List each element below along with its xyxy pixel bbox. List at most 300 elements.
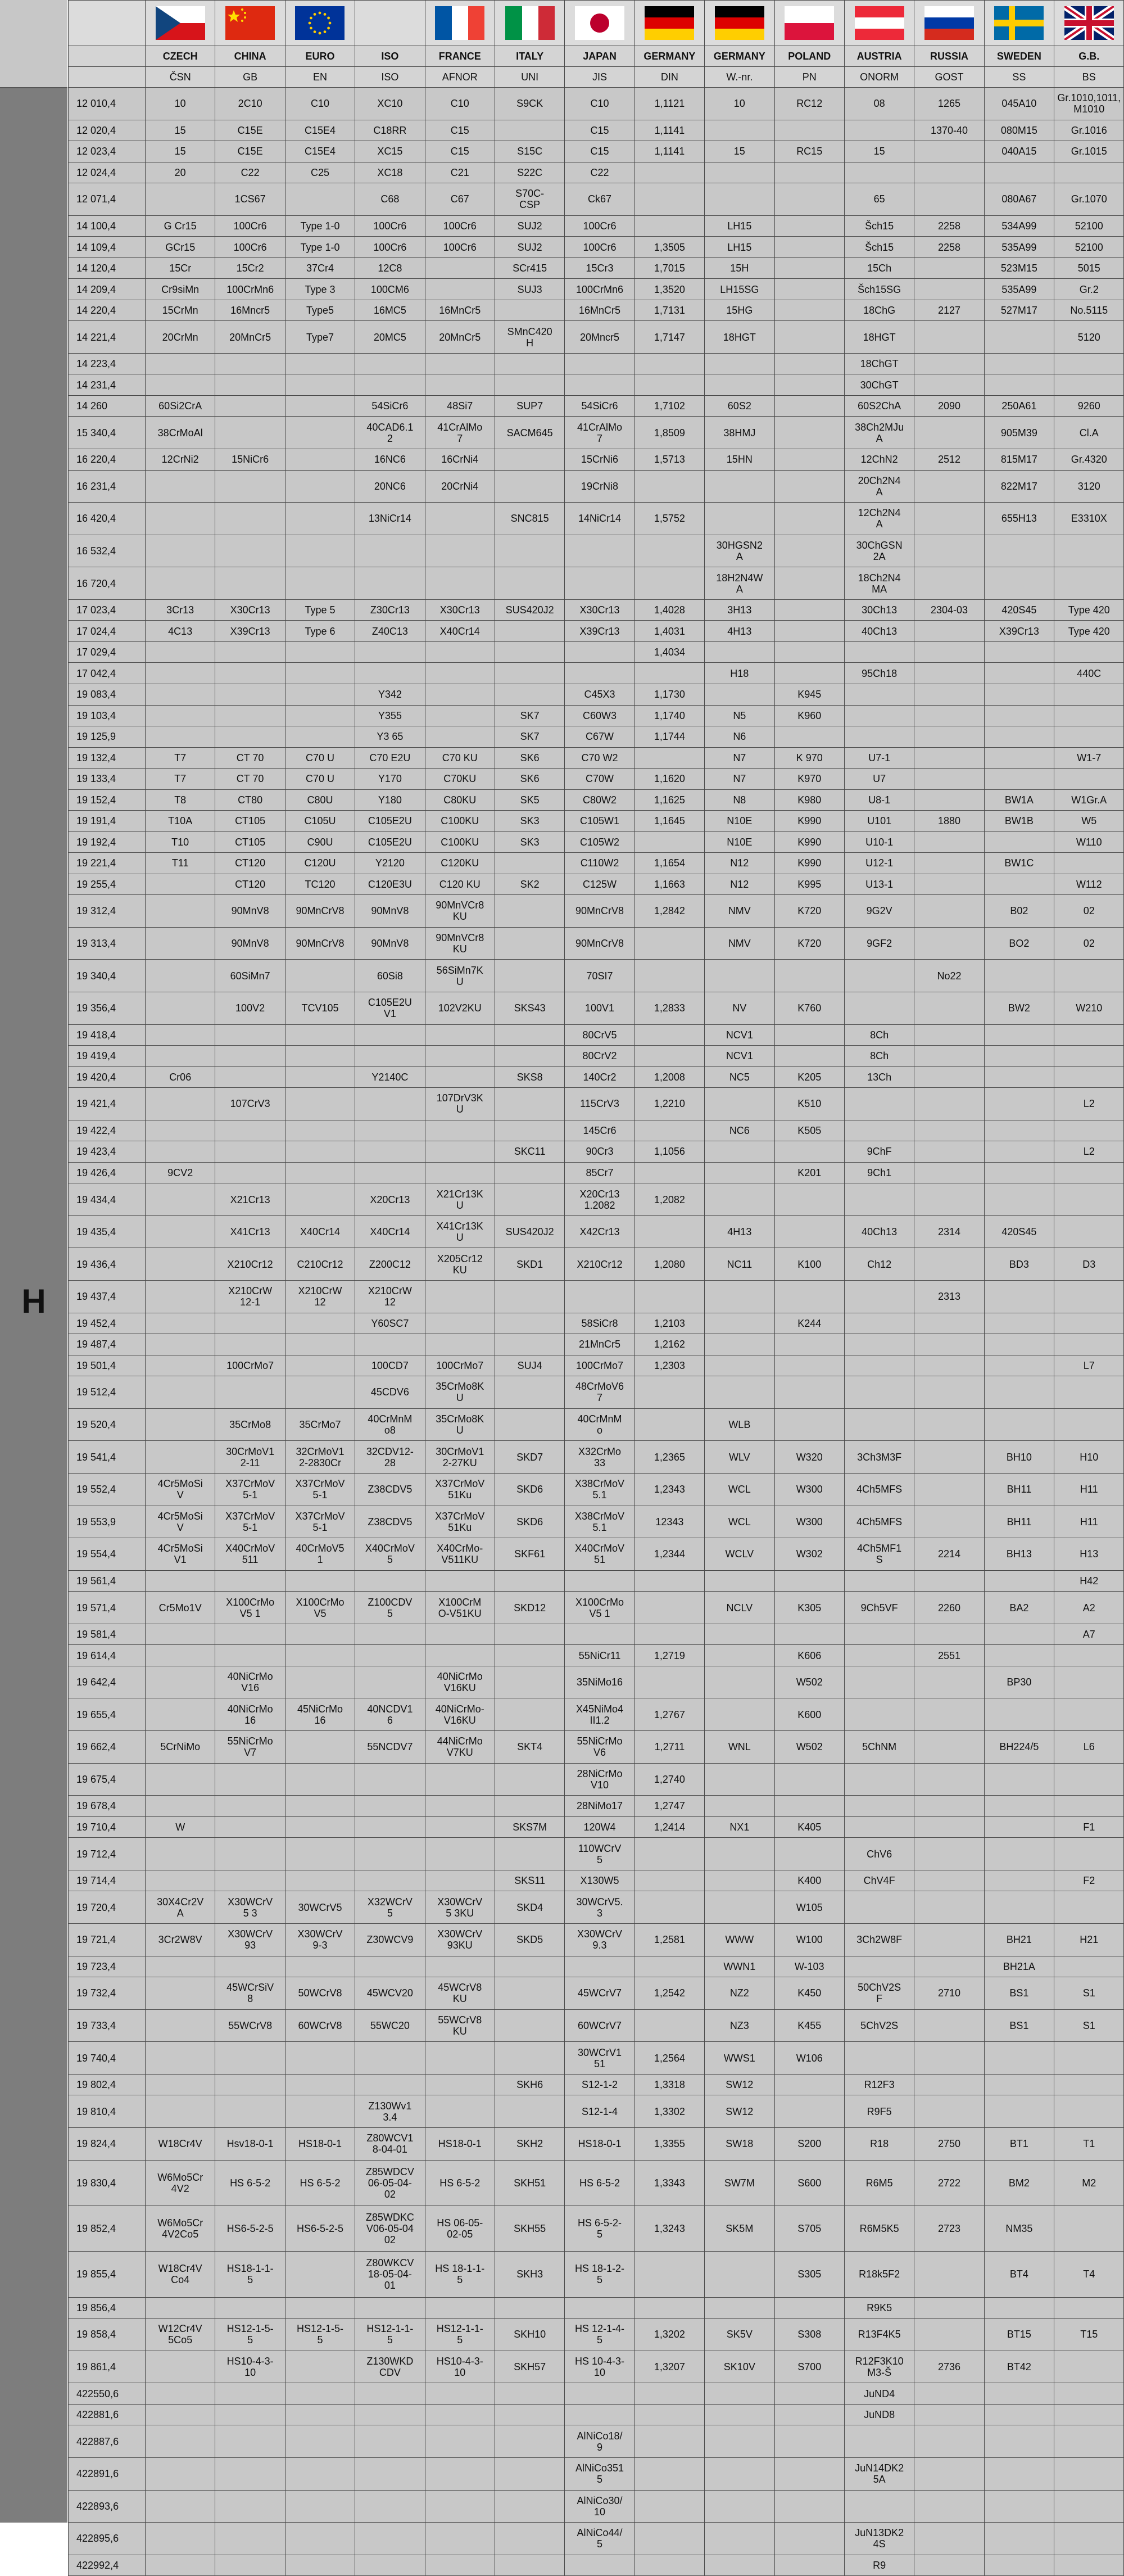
grade-number-cell: 19 642,4 [69,1666,146,1698]
equivalent-cell [146,1870,215,1891]
equivalent-cell [495,960,564,992]
equivalent-cell [285,641,355,663]
equivalent-cell [844,1796,914,1817]
table-row [69,2074,1124,2095]
equivalent-cell: 30ChGSN 2A [844,535,914,567]
equivalent-cell [984,2297,1054,2319]
equivalent-cell: SW18 [705,2127,774,2160]
equivalent-cell: L2 [1054,1088,1124,1120]
flag-cell [634,1,704,46]
equivalent-cell [285,705,355,726]
equivalent-cell: W100 [774,1923,844,1956]
equivalent-cell [355,1334,425,1355]
equivalent-cell: W18Cr4V Co4 [146,2252,215,2297]
equivalent-cell: W300 [774,1506,844,1538]
equivalent-cell [146,1024,215,1046]
equivalent-cell [914,1120,984,1141]
country-header-cell: JAPAN [565,46,634,67]
table-row [69,811,1124,832]
equivalent-cell: No22 [914,960,984,992]
equivalent-cell [495,1624,564,1645]
equivalent-cell: 20MnCr5 [425,321,495,354]
grade-number-cell: 19 552,4 [69,1473,146,1506]
equivalent-cell: SMnC420 H [495,321,564,354]
japan-flag-icon [575,6,624,40]
equivalent-cell [844,726,914,748]
equivalent-cell [1054,567,1124,600]
equivalent-cell: 2512 [914,449,984,471]
equivalent-cell [425,2555,495,2576]
equivalent-cell: 40NiCrMo 16 [215,1698,285,1731]
equivalent-cell [705,2490,774,2523]
equivalent-cell: WWN1 [705,1956,774,1977]
equivalent-cell [1054,1698,1124,1731]
equivalent-cell [914,2095,984,2128]
equivalent-cell [984,747,1054,769]
country-header-cell: AUSTRIA [844,46,914,67]
equivalent-cell: SK7 [495,726,564,748]
equivalent-cell: HS18-0-1 [285,2127,355,2160]
equivalent-cell: K510 [774,1088,844,1120]
equivalent-cell [984,1624,1054,1645]
equivalent-cell: S12-1-2 [565,2074,634,2095]
equivalent-cell: 15 [146,120,215,141]
equivalent-cell [914,1796,984,1817]
equivalent-cell: C15 [425,120,495,141]
equivalent-cell: X37CrMoV 51Ku [425,1506,495,1538]
equivalent-cell: N7 [705,769,774,790]
grade-number-cell: 12 020,4 [69,120,146,141]
equivalent-cell [146,2457,215,2490]
equivalent-cell: BW2 [984,992,1054,1024]
equivalent-cell [774,1796,844,1817]
equivalent-cell: X100CrM O-V51KU [425,1592,495,1624]
equivalent-cell: X20Cr13 1.2082 [565,1183,634,1216]
equivalent-cell: 1,2842 [634,895,704,928]
standard-header-cell: W.-nr. [705,67,774,88]
equivalent-cell: CT120 [215,853,285,874]
equivalent-cell: 100CM6 [355,279,425,300]
equivalent-cell [774,621,844,642]
equivalent-cell [425,1281,495,1313]
equivalent-cell: W302 [774,1538,844,1571]
equivalent-cell [215,395,285,417]
equivalent-cell: 535A99 [984,237,1054,258]
equivalent-cell [495,2297,564,2319]
equivalent-cell: X21Cr13K U [425,1183,495,1216]
grade-number-cell: 19 420,4 [69,1066,146,1088]
equivalent-cell: Type7 [285,321,355,354]
equivalent-cell [844,1376,914,1409]
grade-number-cell: 422893,6 [69,2490,146,2523]
equivalent-cell [355,1796,425,1817]
equivalent-cell: S705 [774,2206,844,2251]
grade-number-cell: 19 723,4 [69,1956,146,1977]
equivalent-cell: BP30 [984,1666,1054,1698]
grade-number-cell: 12 071,4 [69,183,146,216]
equivalent-cell: JuND8 [844,2404,914,2425]
grade-number-cell: 19 103,4 [69,705,146,726]
equivalent-cell: 12CrNi2 [146,449,215,471]
equivalent-cell [215,663,285,684]
equivalent-cell [425,1162,495,1183]
equivalent-cell [146,1248,215,1281]
equivalent-cell [774,1334,844,1355]
equivalent-cell [495,684,564,706]
equivalent-cell [1054,1215,1124,1248]
equivalent-cell: 822M17 [984,470,1054,503]
equivalent-cell: T1 [1054,2127,1124,2160]
equivalent-cell [984,2555,1054,2576]
equivalent-cell: BO2 [984,927,1054,960]
equivalent-cell: A7 [1054,1624,1124,1645]
equivalent-cell: BA2 [984,1592,1054,1624]
grade-number-cell: 19 512,4 [69,1376,146,1409]
table-row [69,1592,1124,1624]
equivalent-cell: 815M17 [984,449,1054,471]
equivalent-cell: HS 6-5-2 [425,2160,495,2206]
equivalent-cell [355,1024,425,1046]
equivalent-cell: K244 [774,1313,844,1334]
equivalent-cell: 4H13 [705,1215,774,1248]
equivalent-cell [495,663,564,684]
equivalent-cell [146,1441,215,1474]
equivalent-cell [425,1645,495,1666]
table-row [69,1538,1124,1571]
equivalent-cell: Gr.1070 [1054,183,1124,216]
equivalent-cell [1054,853,1124,874]
grade-number-cell: 17 042,4 [69,663,146,684]
equivalent-cell [914,2297,984,2319]
equivalent-cell [1054,2404,1124,2425]
table-row [69,141,1124,162]
equivalent-cell [984,2042,1054,2075]
equivalent-cell [285,1838,355,1870]
equivalent-cell [285,960,355,992]
equivalent-cell [425,641,495,663]
equivalent-cell: C120E3U [355,874,425,895]
table-row [69,321,1124,354]
equivalent-cell [146,663,215,684]
equivalent-cell: BS1 [984,1977,1054,2010]
equivalent-cell: E3310X [1054,503,1124,535]
equivalent-cell [146,1141,215,1163]
uk-flag-icon [1064,6,1114,40]
equivalent-cell [146,1570,215,1592]
table-row [69,1183,1124,1216]
equivalent-cell [495,535,564,567]
equivalent-cell: 13Ch [844,1066,914,1088]
equivalent-cell [634,2297,704,2319]
equivalent-cell: WCLV [705,1538,774,1571]
equivalent-cell: 1,5752 [634,503,704,535]
equivalent-cell: 12Ch2N4 A [844,503,914,535]
equivalent-cell: S1 [1054,1977,1124,2010]
equivalent-cell: 55WCrV8 KU [425,2009,495,2042]
equivalent-cell [425,374,495,396]
equivalent-cell: 1,4031 [634,621,704,642]
equivalent-cell: 16NC6 [355,449,425,471]
equivalent-cell [914,874,984,895]
table-row [69,1977,1124,2010]
grade-number-cell: 16 720,4 [69,567,146,600]
equivalent-cell: XC10 [355,88,425,120]
equivalent-cell: C67 [425,183,495,216]
equivalent-cell: T8 [146,789,215,811]
equivalent-cell: W1Gr.A [1054,789,1124,811]
equivalent-cell [215,2095,285,2128]
equivalent-cell: 30WCrV5. 3 [565,1891,634,1924]
equivalent-cell [914,895,984,928]
grade-number-cell: 422887,6 [69,2425,146,2458]
equivalent-cell: 40NiCrMo V16 [215,1666,285,1698]
equivalent-cell [914,1408,984,1441]
equivalent-cell [425,1120,495,1141]
equivalent-cell [634,162,704,183]
equivalent-cell: C70W [565,769,634,790]
equivalent-cell: SKH3 [495,2252,564,2297]
equivalent-cell: 30WCrV1 51 [565,2042,634,2075]
flag-cell [1054,1,1124,46]
equivalent-cell [146,2074,215,2095]
equivalent-cell [495,1977,564,2010]
grade-number-cell: 19 426,4 [69,1162,146,1183]
equivalent-cell [355,2555,425,2576]
equivalent-cell [774,353,844,374]
equivalent-cell: 60WCrV8 [285,2009,355,2042]
equivalent-cell [634,1592,704,1624]
flag-row [69,1,1124,46]
table-row [69,88,1124,120]
equivalent-cell: 080A67 [984,183,1054,216]
equivalent-cell: HS10-4-3- 10 [215,2351,285,2383]
grade-number-cell: 19 675,4 [69,1763,146,1796]
equivalent-cell: X40Cr14 [285,1215,355,1248]
equivalent-cell [146,535,215,567]
equivalent-cell [984,2523,1054,2555]
equivalent-cell: 60Si8 [355,960,425,992]
equivalent-cell [984,726,1054,748]
equivalent-cell [495,1088,564,1120]
equivalent-cell: X37CrMoV 5-1 [285,1473,355,1506]
equivalent-cell: SK3 [495,811,564,832]
equivalent-cell: Cr5Mo1V [146,1592,215,1624]
equivalent-cell: 20CrNi4 [425,470,495,503]
equivalent-cell: 18ChGT [844,353,914,374]
equivalent-cell [705,2404,774,2425]
table-row [69,2555,1124,2576]
equivalent-cell: Gr.1016 [1054,120,1124,141]
equivalent-cell [495,1666,564,1698]
equivalent-cell: 55NCDV7 [355,1731,425,1764]
equivalent-cell: 2750 [914,2127,984,2160]
equivalent-cell: C100KU [425,811,495,832]
equivalent-cell [705,1624,774,1645]
equivalent-cell [285,535,355,567]
equivalent-cell: K201 [774,1162,844,1183]
equivalent-cell [1054,1891,1124,1924]
equivalent-cell: 1,5713 [634,449,704,471]
equivalent-cell [146,1763,215,1796]
equivalent-cell [914,1956,984,1977]
table-row [69,1334,1124,1355]
equivalent-cell [495,1796,564,1817]
equivalent-cell [705,374,774,396]
equivalent-cell: 16MnCr5 [565,300,634,321]
grade-number-cell: 14 120,4 [69,257,146,279]
equivalent-cell: BS1 [984,2009,1054,2042]
austria-flag-icon [855,6,904,40]
equivalent-cell [914,2074,984,2095]
equivalent-cell [984,1891,1054,1924]
equivalent-cell [425,1796,495,1817]
equivalent-cell [705,641,774,663]
equivalent-cell: R13F4K5 [844,2319,914,2351]
equivalent-cell: 15H [705,257,774,279]
equivalent-cell: H11 [1054,1473,1124,1506]
equivalent-cell [425,1838,495,1870]
equivalent-cell [914,747,984,769]
equivalent-cell: 2260 [914,1592,984,1624]
equivalent-cell [1054,2351,1124,2383]
equivalent-cell [705,1666,774,1698]
equivalent-cell: C105W1 [565,811,634,832]
equivalent-cell [1054,1666,1124,1698]
equivalent-cell [844,2042,914,2075]
equivalent-cell [285,1183,355,1216]
equivalent-cell: HS18-0-1 [565,2127,634,2160]
equivalent-cell: 1,7131 [634,300,704,321]
equivalent-cell: Gr.1015 [1054,141,1124,162]
table-row [69,1698,1124,1731]
equivalent-cell [984,353,1054,374]
equivalent-cell: 2C10 [215,88,285,120]
equivalent-cell: 100Cr6 [215,237,285,258]
equivalent-cell: T4 [1054,2252,1124,2297]
equivalent-cell [285,1870,355,1891]
equivalent-cell [285,663,355,684]
grade-number-cell: 19 712,4 [69,1838,146,1870]
grade-number-cell: 19 520,4 [69,1408,146,1441]
equivalent-cell [634,663,704,684]
equivalent-cell: 1,1141 [634,141,704,162]
equivalent-cell: C210Cr12 [285,1248,355,1281]
equivalent-cell [1054,1796,1124,1817]
grade-number-cell: 19 856,4 [69,2297,146,2319]
grade-number-cell: 19 452,4 [69,1313,146,1334]
equivalent-cell [425,1816,495,1838]
equivalent-cell: C15E [215,120,285,141]
table-row [69,353,1124,374]
equivalent-cell [495,374,564,396]
equivalent-cell [355,1141,425,1163]
equivalent-cell [495,1698,564,1731]
equivalent-cell [914,183,984,216]
equivalent-cell: SKT4 [495,1731,564,1764]
equivalent-cell: W300 [774,1473,844,1506]
equivalent-cell: 1,7015 [634,257,704,279]
equivalent-cell: C15E [215,141,285,162]
equivalent-cell [285,2095,355,2128]
equivalent-cell: S600 [774,2160,844,2206]
equivalent-cell: 90MnCrV8 [285,895,355,928]
equivalent-cell [705,960,774,992]
standard-header-cell: GB [215,67,285,88]
equivalent-cell: 1,2344 [634,1538,704,1571]
equivalent-cell [705,1313,774,1334]
grade-number-cell: 19 192,4 [69,831,146,853]
equivalent-cell [1054,641,1124,663]
equivalent-cell: K400 [774,1870,844,1891]
equivalent-cell: C70KU [425,769,495,790]
equivalent-cell [914,2009,984,2042]
equivalent-cell [1054,1334,1124,1355]
table-row [69,853,1124,874]
equivalent-cell [285,2042,355,2075]
equivalent-cell: 60Si2CrA [146,395,215,417]
equivalent-cell [634,1024,704,1046]
equivalent-cell: W502 [774,1731,844,1764]
equivalent-cell [914,353,984,374]
standard-header-cell: JIS [565,67,634,88]
equivalent-cell [705,1281,774,1313]
equivalent-cell: NM35 [984,2206,1054,2251]
equivalent-cell: HS 6-5-2 [215,2160,285,2206]
equivalent-cell: X30Cr13 [565,599,634,621]
grade-number-cell: 14 209,4 [69,279,146,300]
equivalent-cell: C120U [285,853,355,874]
table-row [69,895,1124,928]
equivalent-cell: BH224/5 [984,1731,1054,1764]
equivalent-cell: 8Ch [844,1024,914,1046]
equivalent-cell: SKH51 [495,2160,564,2206]
table-row [69,1796,1124,1817]
equivalent-cell [774,1408,844,1441]
equivalent-cell: 90MnV8 [355,895,425,928]
equivalent-cell: 4Ch5MFS [844,1506,914,1538]
equivalent-cell [634,1376,704,1409]
table-row [69,641,1124,663]
equivalent-cell: Z38CDV5 [355,1473,425,1506]
equivalent-cell: SK5M [705,2206,774,2251]
equivalent-cell [914,1666,984,1698]
equivalent-cell: K990 [774,853,844,874]
grade-number-cell: 19 662,4 [69,1731,146,1764]
equivalent-cell: L6 [1054,1731,1124,1764]
equivalent-cell [355,1088,425,1120]
equivalent-cell [914,470,984,503]
equivalent-cell: S700 [774,2351,844,2383]
equivalent-cell: 55NiCrMo V7 [215,1731,285,1764]
equivalent-cell [774,257,844,279]
equivalent-cell [495,1046,564,1067]
equivalent-cell [774,162,844,183]
equivalent-cell [215,417,285,449]
equivalent-cell: 1,1056 [634,1141,704,1163]
equivalent-cell [1054,1066,1124,1088]
equivalent-cell: 1CS67 [215,183,285,216]
equivalent-cell: X210CrW 12 [285,1281,355,1313]
equivalent-cell: W106 [774,2042,844,2075]
equivalent-cell [425,1313,495,1334]
equivalent-cell: 100Cr6 [215,215,285,237]
equivalent-cell [495,300,564,321]
equivalent-cell: 9CV2 [146,1162,215,1183]
equivalent-cell [285,1666,355,1698]
equivalent-cell: SKH2 [495,2127,564,2160]
equivalent-cell: X100CrMo V5 [285,1592,355,1624]
equivalent-cell: K100 [774,1248,844,1281]
